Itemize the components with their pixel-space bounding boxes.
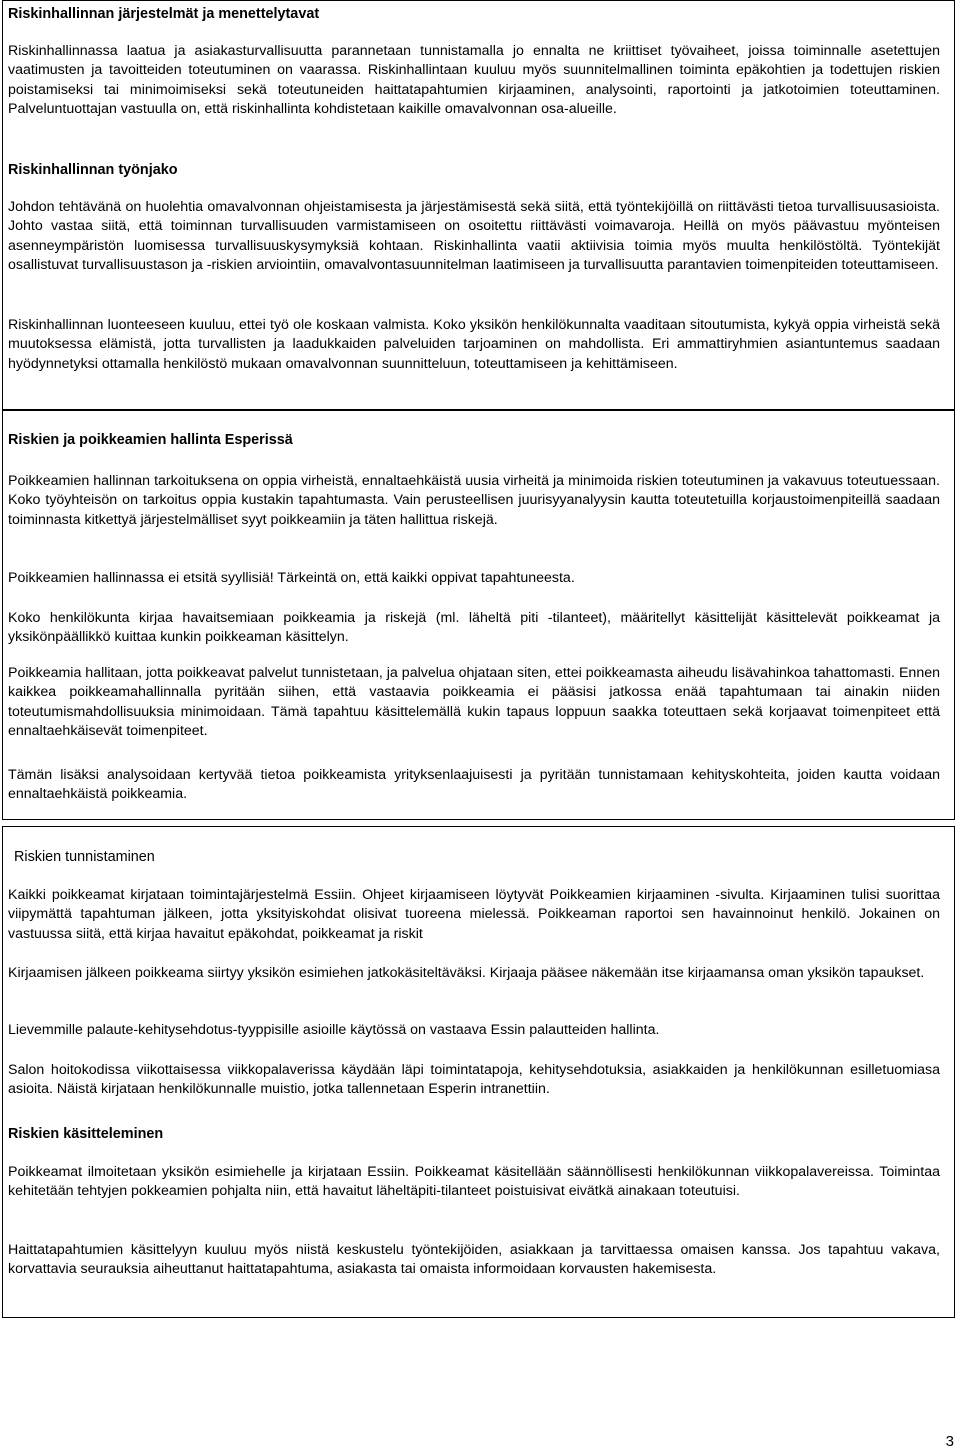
paragraph: Tämän lisäksi analysoidaan kertyvää tietoa poikkeamista yrityksenlaajuisesti ja pyritään tunnistamaan kehityskohteita, joiden kautta voidaan ennaltaehkäistä poikkeamia.	[8, 767, 940, 803]
section-title: Riskien tunnistaminen	[14, 849, 155, 865]
paragraph: Johdon tehtävänä on huolehtia omavalvonnan ohjeistamisesta ja järjestämisestä sekä siitä, että työntekijöillä on riittävästi tietoa turvallisuusasioista. Johto vastaa siitä, että toiminnan turvallisuuden varmistamiseen on osoitettu riittävästi voimavaroja. Heillä on myös päävastuu myönteisen asenneympäristön luomisessa turvallisuuskysymyksiä kohtaan. Riskinhallinta vaatii aktiivisia toimia myös muulta henkilöstöltä. Työntekijät osallistuvat turvallisuustason ja -riskien arviointiin, omavalvontasuunnitelman laatimiseen ja turvallisuutta parantavien toimenpiteiden toteuttamiseen.	[8, 199, 940, 273]
section-subtitle: Riskinhallinnan työnjako	[8, 162, 178, 178]
paragraph: Koko henkilökunta kirjaa havaitsemiaan poikkeamia ja riskejä (ml. läheltä piti -tilanteet), määritellyt käsittelijät käsittelevät poikkeamat ja yksikönpäällikkö kuittaa kunkin poikkeaman käsittelyn.	[8, 610, 940, 646]
paragraph: Riskinhallinnassa laatua ja asiakasturvallisuutta parannetaan tunnistamalla jo ennalta ne kriittiset työvaiheet, joissa toiminnalle asetettujen vaatimusten ja tavoitteiden toteutuminen on vaarassa. Riskinhallintaan kuuluu myös suunnitelmallinen toiminta epäkohtien ja todettujen riskien poistamiseksi tai minimoimiseksi sekä toteutuneiden haittatapahtumien kirjaaminen, analysointi, raportointi ja jatkotoimien toteuttaminen. Palveluntuottajan vastuulla on, että riskinhallinta kohdistetaan kaikille omavalvonnan osa-alueille.	[8, 43, 940, 117]
paragraph: Poikkeamia hallitaan, jotta poikkeavat palvelut tunnistetaan, ja palvelua ohjataan siten, ettei poikkeamasta aiheudu lisävahinkoa tahattomasti. Ennen kaikkea poikkeamahallinnalla pyritään siihen, että vastaavia poikkeamia ei pääsisi jatkossa enää tapahtumaan tai ainakin niiden toteutumismahdollisuuksia minimoidaan. Tämä tapahtuu käsittelemällä kukin tapaus loppuun saakka toteuttaen sekä korjaavat toimenpiteet että ennaltaehkäisevät toimenpiteet.	[8, 665, 940, 739]
paragraph: Haittatapahtumien käsittelyyn kuuluu myös niistä keskustelu työntekijöiden, asiakkaan ja tarvittaessa omaisen kanssa. Jos tapahtuu vakava, korvattavia seurauksia aiheuttanut haittatapahtuma, asiakasta tai omaista informoidaan korvausten hakemisesta.	[8, 1242, 940, 1278]
section-title: Riskinhallinnan järjestelmät ja menettelytavat	[8, 6, 320, 22]
section-title: Riskien ja poikkeamien hallinta Esperissä	[8, 432, 293, 448]
paragraph: Poikkeamien hallinnan tarkoituksena on oppia virheistä, ennaltaehkäistä uusia virheitä ja minimoida riskien toteutuminen ja vakavuus toteutuessaan. Koko työyhteisön on tarkoitus oppia kustakin tapahtumasta. Vain perusteellisen juurisyyanalyysin kautta toteutetuilla korjaustoimenpiteillä saadaan toiminnasta kitkettyä järjestelmälliset syyt poikkeamiin ja täten hallittua riskejä.	[8, 473, 940, 528]
paragraph: Kaikki poikkeamat kirjataan toimintajärjestelmä Essiin. Ohjeet kirjaamiseen löytyvät Poikkeamien kirjaaminen -sivulta. Kirjaaminen tulisi suorittaa viipymättä tapahtuman jälkeen, jotta yksityiskohdat olisivat tuoreena mielessä. Poikkeaman raportoi sen havainnoinut henkilö. Jokainen on vastuussa siitä, että kirjaa havaitut epäkohdat, poikkeamat ja riskit	[8, 887, 940, 942]
paragraph: Riskinhallinnan luonteeseen kuuluu, ettei työ ole koskaan valmista. Koko yksikön henkilökunnalta vaaditaan sitoutumista, kykyä oppia virheistä sekä muutoksessa elämistä, jotta turvallisten ja laadukkaiden palveluiden tarjoaminen on mahdollista. Eri ammattiryhmien asiantuntemus saadaan hyödynnetyksi ottamalla henkilöstö mukaan omavalvonnan suunnitteluun, toteuttamiseen ja kehittämiseen.	[8, 317, 940, 372]
paragraph: Salon hoitokodissa viikottaisessa viikkopalaverissa käydään läpi toimintatapoja, kehitysehdotuksia, asiakkaiden ja henkilökunnan esilletuomiasa asioita. Näistä kirjataan henkilökunnalle muistio, jotka tallennetaan Esperin intranettiin.	[8, 1062, 940, 1098]
page-number: 3	[945, 1433, 954, 1450]
paragraph: Poikkeamat ilmoitetaan yksikön esimiehelle ja kirjataan Essiin. Poikkeamat käsitellään säännöllisesti henkilökunnan viikkopalavereissa. Toimintaa kehitetään tehtyjen pokkeamien pohjalta niin, että havaitut läheltäpiti-tilanteet poistuisivat eivätkä ainakaan toteutuisi.	[8, 1164, 940, 1200]
paragraph: Lievemmille palaute-kehitysehdotus-tyyppisille asioille käytössä on vastaava Essin palautteiden hallinta.	[8, 1022, 660, 1038]
paragraph: Kirjaamisen jälkeen poikkeama siirtyy yksikön esimiehen jatkokäsiteltäväksi. Kirjaaja pääsee näkemään itse kirjaamansa oman yksikön tapaukset.	[8, 965, 925, 981]
paragraph: Poikkeamien hallinnassa ei etsitä syyllisiä! Tärkeintä on, että kaikki oppivat tapahtuneesta.	[8, 570, 575, 586]
section-subtitle: Riskien käsitteleminen	[8, 1126, 164, 1142]
